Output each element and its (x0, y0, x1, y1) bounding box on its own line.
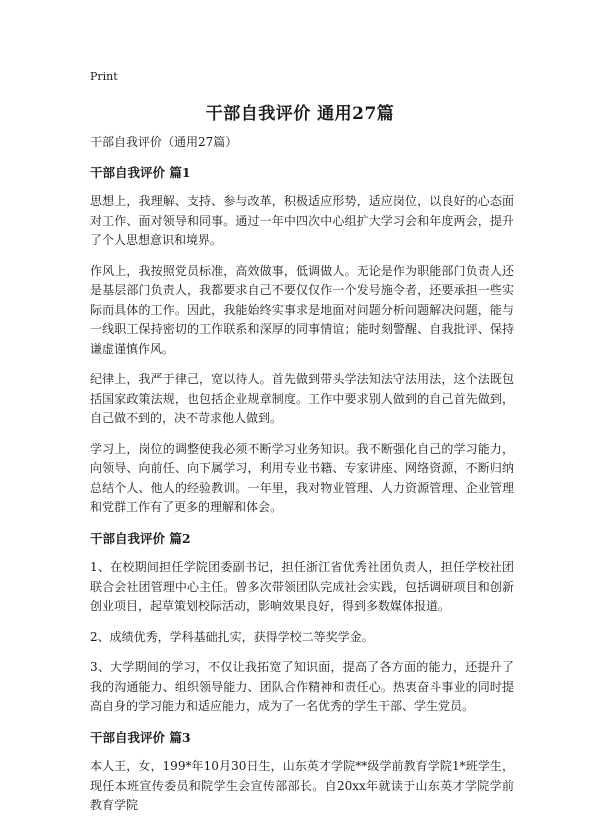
paragraph: 学习上，岗位的调整使我必须不断学习业务知识。我不断强化自己的学习能力，向领导、向前任、向下属学习，利用专业书籍、专家讲座、网络资源，不断归纳总结个人、他人的经验教训。一年里，我对物业管理、人力资源管理、企业管理和党群工作有了更多的理解和体会。 (90, 441, 514, 514)
section-3 (90, 728, 514, 816)
paragraph: 作风上，我按照党员标准，高效做事，低调做人。无论是作为职能部门负责人还是基层部门负责人，我都要求自己不要仅仅作一个发号施令者，还要承担一些实际而具体的工作。因此，我能始终实事求是地面对问题分析问题解决问题，能与一线职工保持密切的工作联系和深厚的同事情谊；能时刻警醒、自我批评、保持谦虚谨慎作风。 (90, 263, 514, 356)
paragraph: 1、在校期间担任学院团委副书记，担任浙江省优秀社团负责人，担任学校社团联合会社团管理中心主任。曾多次带领团队完成社会实践，包括调研项目和创新创业项目，起草策划校际活动，影响效果良好，得到多数媒体报道。 (90, 560, 514, 613)
section-heading: 干部自我评价 篇1 (90, 164, 191, 180)
paragraph: 2、成绩优秀，学科基础扎实，获得学校二等奖学金。 (90, 629, 374, 644)
paragraph: 纪律上，我严于律己，宽以待人。首先做到带头学法知法守法用法，这个法既包括国家政策法规，也包括企业规章制度。工作中要求别人做到的自己首先做到，自己做不到的，决不苛求他人做到。 (90, 372, 514, 425)
document-subtitle: 干部自我评价（通用27篇） (90, 135, 238, 149)
paragraph: 3、大学期间的学习，不仅让我拓宽了知识面，提高了各方面的能力，还提升了我的沟通能力、组织领导能力、团队合作精神和责任心。热衷奋斗事业的同时提高自身的学习能力和适应能力，成为了一名优秀的学生干部、学生党员。 (90, 660, 514, 713)
section-1 (90, 163, 514, 518)
section-2 (90, 529, 514, 717)
section-heading: 干部自我评价 篇3 (90, 729, 191, 745)
paragraph: 思想上，我理解、支持、参与改革，积极适应形势，适应岗位，以良好的心态面对工作、面对领导和同事。通过一年中四次中心组扩大学习会和年度两会，提升了个人思想意识和境界。 (90, 194, 514, 247)
paragraph: 本人王，女，199*年10月30日生，山东英才学院**级学前教育学院1*班学生，现任本班宣传委员和院学生会宣传部部长。自20xx年就读于山东英才学院学前教育学院 (90, 759, 514, 812)
section-heading: 干部自我评价 篇2 (90, 530, 191, 546)
print-label: Print (90, 70, 118, 83)
document-body (90, 133, 514, 827)
document-title: 干部自我评价 通用27篇 (205, 104, 395, 124)
